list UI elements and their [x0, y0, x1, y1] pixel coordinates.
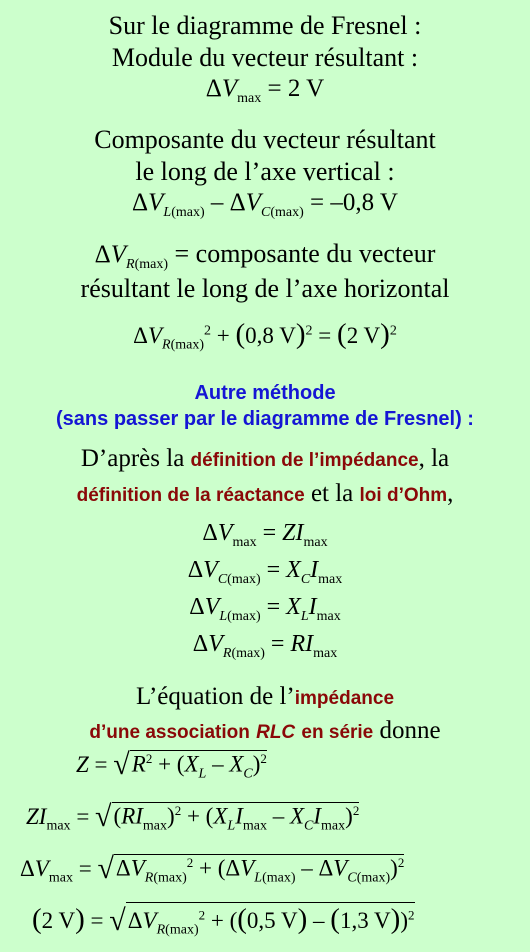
autre-methode-title: Autre méthode [194, 382, 336, 404]
definitions-line-2: définition de la réactance et la loi d’Ohm, [76, 479, 454, 507]
ohm-equations [0, 516, 530, 664]
definition-reactance: définition de la réactance [76, 484, 305, 506]
definition-impedance: définition de l’impédance [190, 450, 419, 471]
eq-vc: $\Delta V_{C(max)} = X_CI_{max}$ [187, 557, 343, 587]
impedance-equation: $Z = √R^2 + (X_L - X_C)^2$ [76, 748, 267, 782]
final-equation: (2 $V) = √\Delta V_{R(max)}^2 + ((0,5$ V) – (1,3 V))$^2$ [32, 903, 415, 938]
rlc-label: RLC [256, 721, 296, 743]
intro-line-1: Sur le diagramme de Fresnel : [108, 11, 422, 40]
loi-ohm: loi d’Ohm [359, 484, 448, 506]
horizontal-component-block [0, 238, 530, 305]
impedance-intro [0, 680, 530, 748]
autre-methode-block [0, 380, 530, 432]
vertical-line-1: Composante du vecteur résultant [94, 125, 436, 154]
vertical-component-block [0, 124, 530, 221]
vmax-sqrt-equation: $\Delta V_{max} = √\Delta V_{R(max)}^2 + (\Delta V_{L(max)} - \Delta V_{C(max)})^2$ [20, 852, 405, 886]
delta-vmax-equation: $\Delta V_{max} = 2$ V [205, 74, 325, 106]
definitions-line-1: D’après la définition de l’impédance, la [80, 445, 450, 472]
horizontal-line-1: $\Delta V_{R(max)}$ = composante du vecteur [94, 239, 436, 272]
autre-methode-subtitle: (sans passer par le diagramme de Fresnel) : [56, 408, 474, 430]
intro-line-2: Module du vecteur résultant : [111, 42, 419, 72]
horizontal-equation: $\Delta V_{R(max)}^2 + (0,8$ V)$^2$ = (2 V)$^2$ [133, 318, 397, 353]
intro-block [0, 10, 530, 107]
zimax-equation: $ZI_{max} = √(RI_{max})^2 + (X_LI_{max} - X_CI_{max})^2$ [26, 800, 360, 834]
eq-vr: $\Delta V_{R(max)} = RI_{max}$ [192, 631, 338, 662]
eq-vmax: $\Delta V_{max} = ZI_{max}$ [202, 520, 328, 550]
vertical-line-2: le long de l’axe vertical : [135, 156, 395, 186]
horizontal-line-2: résultant le long de l’axe horizontal [80, 274, 450, 304]
impedance-word: impédance [294, 688, 395, 709]
impedance-line-1: L’équation de l’impédance [135, 683, 395, 710]
definitions-block [0, 442, 530, 511]
eq-vl: $\Delta V_{L(max)} = X_LI_{max}$ [189, 594, 341, 624]
impedance-line-2: d’une association RLC en série donne [89, 716, 441, 744]
vertical-equation: $\Delta V_{L(max)} - \Delta V_{C(max)} = -0,8$ V [132, 188, 398, 220]
